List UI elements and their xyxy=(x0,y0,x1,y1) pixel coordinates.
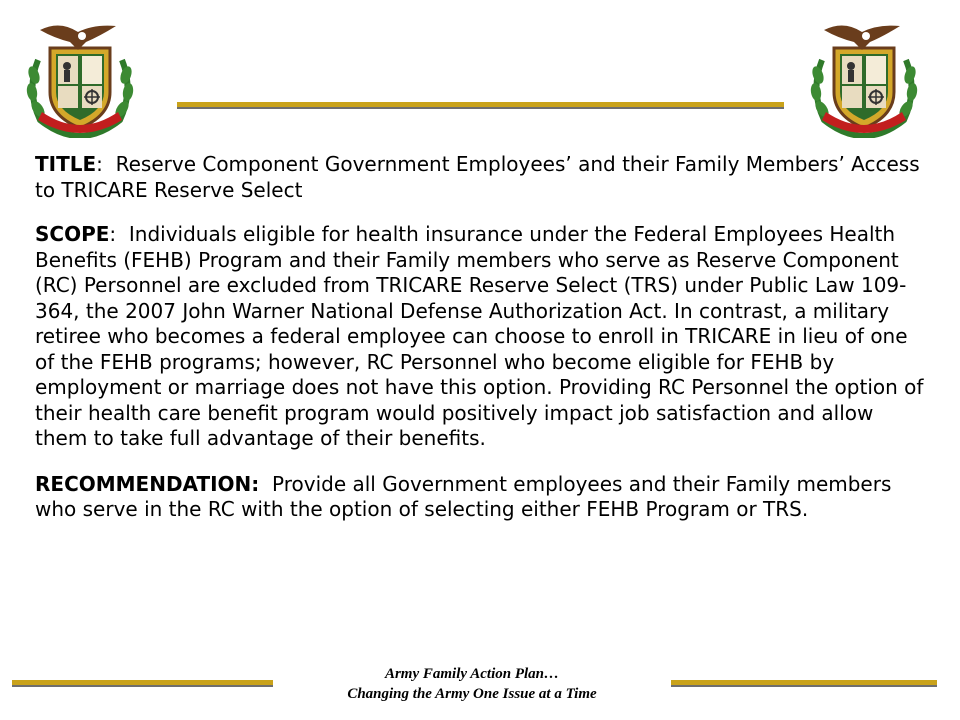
title-label: TITLE xyxy=(35,152,97,176)
recommendation-text: Provide all Government employees and their Family members who serve in the RC with the option of selecting either FEHB Program or TRS. xyxy=(35,471,892,521)
recommendation-paragraph xyxy=(35,472,925,523)
title-text: Reserve Component Government Employees’ and their Family Members’ Access to TRICARE Reserve Select xyxy=(35,152,920,202)
recommendation-label: RECOMMENDATION: xyxy=(35,471,260,496)
top-divider xyxy=(177,102,784,107)
scope-label: SCOPE xyxy=(35,222,110,246)
title-paragraph xyxy=(35,152,925,203)
footer-tagline xyxy=(280,664,664,704)
scope-paragraph xyxy=(35,222,925,452)
footer-line-1: Army Family Action Plan… xyxy=(384,666,560,682)
bottom-right-divider xyxy=(671,680,937,685)
footer-line-2: Changing the Army One Issue at a Time xyxy=(347,686,597,702)
afap-crest-icon-left xyxy=(20,20,140,138)
slide-body xyxy=(35,152,925,523)
title-separator: : xyxy=(96,152,103,176)
scope-text: Individuals eligible for health insurance under the Federal Employees Health Benefits (FEHB) Program and their Family members who serve as Reserve Component (RC) Personnel are excluded from TRICARE Reserve Select (TRS) under Public Law 109-364, the 2007 John Warner National Defense Authorization Act. In contrast, a military retiree who becomes a federal employee can choose to enroll in TRICARE in lieu of one of the FEHB programs; however, RC Personnel who become eligible for FEHB by employment or marriage does not have this option. Providing RC Personnel the option of their health care benefit program would positively impact job satisfaction and allow them to take full advantage of their benefits. xyxy=(35,222,924,450)
bottom-left-divider xyxy=(12,680,273,685)
scope-separator: : xyxy=(109,222,117,246)
afap-crest-icon-right xyxy=(804,20,924,138)
